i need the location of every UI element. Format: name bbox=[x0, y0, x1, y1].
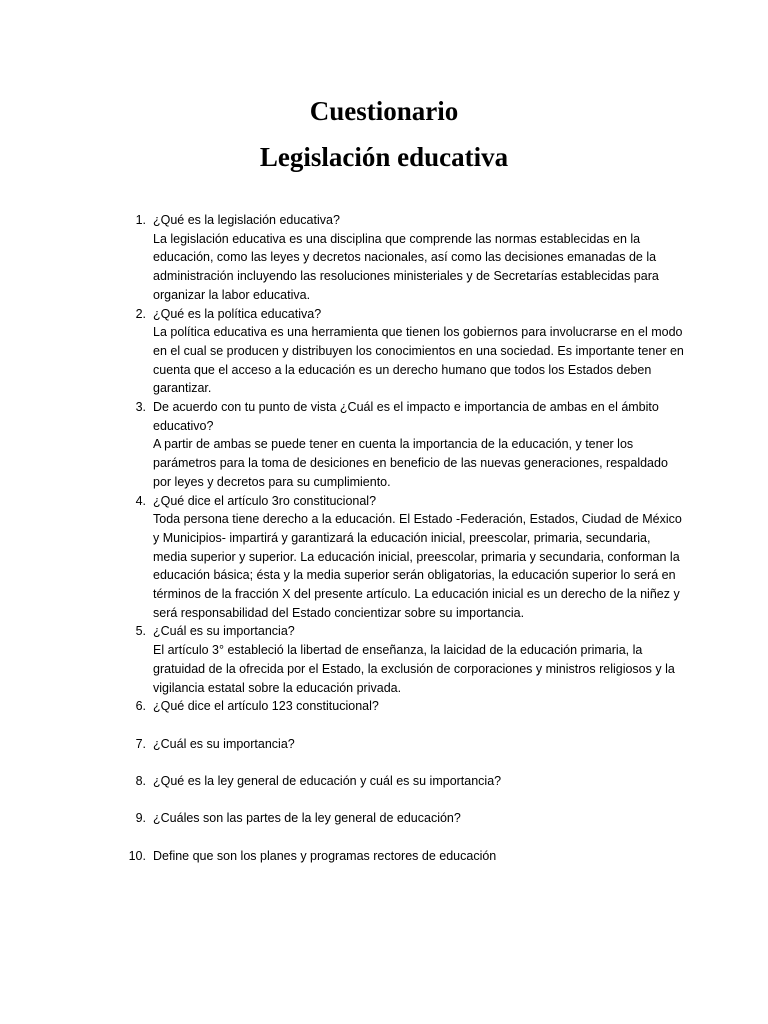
title-block bbox=[0, 88, 768, 180]
answer-text: A partir de ambas se puede tener en cuenta la importancia de la educación, y tener los parámetros para la toma de desiciones en beneficio de las nuevas generaciones, respaldado por leyes y decretos para su cumplimiento. bbox=[153, 437, 668, 489]
question-item-3 bbox=[124, 398, 684, 492]
question-item-1 bbox=[124, 211, 684, 305]
question-text: Define que son los planes y programas rectores de educación bbox=[153, 848, 497, 863]
document-title: Cuestionario bbox=[309, 96, 459, 126]
question-item-7 bbox=[124, 735, 684, 754]
question-number: 3. bbox=[135, 400, 146, 415]
question-number: 6. bbox=[135, 699, 146, 714]
question-number: 1. bbox=[135, 213, 146, 227]
question-list bbox=[124, 211, 684, 866]
question-item-2 bbox=[124, 305, 684, 399]
question-text: ¿Cuál es su importancia? bbox=[153, 736, 295, 751]
question-text: ¿Cuál es su importancia? bbox=[153, 624, 295, 639]
question-item-9 bbox=[124, 809, 684, 828]
question-number: 2. bbox=[135, 306, 146, 321]
question-item-8 bbox=[124, 772, 684, 791]
question-text: ¿Cuáles son las partes de la ley general de educación? bbox=[153, 811, 461, 826]
answer-text: Toda persona tiene derecho a la educación. El Estado -Federación, Estados, Ciudad de México y Municipios- impartirá y garantizará la educación inicial, preescolar, primaria, secundaria, media superior y superior. La educación inicial, preescolar, primaria y secundaria, conforman la educación básica; ésta y la media superior serán obligatorias, la educación superior lo será en términos de la fracción X del presente artículo. La educación inicial es un derecho de la niñez y será responsabilidad del Estado concientizar sobre su importancia. bbox=[153, 512, 682, 620]
question-text: ¿Qué dice el artículo 3ro constitucional? bbox=[153, 493, 377, 508]
document-subtitle: Legislación educativa bbox=[259, 142, 509, 172]
question-item-6 bbox=[124, 697, 684, 716]
answer-text: El artículo 3° estableció la libertad de enseñanza, la laicidad de la educación primaria, la gratuidad de la ofrecida por el Estado, la exclusión de corporaciones y ministros religiosos y la vigilancia estatal sobre la educación privada. bbox=[153, 643, 675, 695]
question-number: 4. bbox=[135, 493, 146, 508]
answer-text: La política educativa es una herramienta que tienen los gobiernos para involucrarse en el modo en el cual se producen y distribuyen los conocimientos en una sociedad. Es importante tener en cuenta que el acceso a la educación es un derecho humano que todos los Estados deben garantizar. bbox=[153, 325, 684, 396]
question-text: ¿Qué dice el artículo 123 constitucional? bbox=[153, 699, 379, 714]
answer-text: La legislación educativa es una disciplina que comprende las normas establecidas en la educación, como las leyes y decretos nacionales, así como las decisiones emanadas de la administración incluyendo las resoluciones ministeriales y de Secretarías establecidas para organizar la labor educativa. bbox=[153, 231, 659, 302]
question-text: De acuerdo con tu punto de vista ¿Cuál es el impacto e importancia de ambas en el ámbito educativo? bbox=[153, 400, 659, 433]
question-number: 7. bbox=[135, 736, 146, 751]
question-item-4 bbox=[124, 492, 684, 623]
question-item-10 bbox=[124, 847, 684, 866]
question-text: ¿Qué es la legislación educativa? bbox=[153, 213, 340, 227]
question-item-5 bbox=[124, 622, 684, 697]
question-number: 9. bbox=[135, 811, 146, 826]
question-number: 10. bbox=[128, 848, 146, 863]
question-text: ¿Qué es la ley general de educación y cuál es su importancia? bbox=[153, 774, 502, 789]
question-number: 8. bbox=[135, 774, 146, 789]
question-text: ¿Qué es la política educativa? bbox=[153, 306, 322, 321]
question-number: 5. bbox=[135, 624, 146, 639]
